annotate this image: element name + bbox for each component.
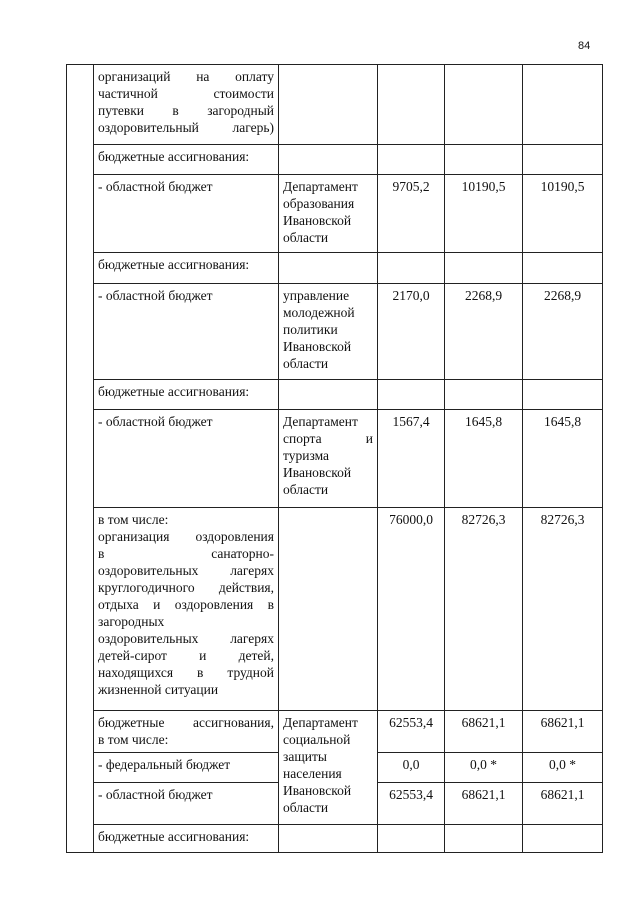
department-cell: Департамент социальной защиты населения Ивановской области bbox=[279, 711, 378, 825]
value-cell: 0,0 * bbox=[523, 753, 603, 783]
value-cell bbox=[445, 380, 523, 410]
value-cell: 62553,4 bbox=[378, 783, 445, 825]
table-row bbox=[67, 65, 603, 145]
value-cell bbox=[445, 65, 523, 145]
value-cell bbox=[378, 253, 445, 284]
value-cell: 9705,2 bbox=[378, 175, 445, 253]
value-cell: 68621,1 bbox=[523, 783, 603, 825]
value-cell: 1645,8 bbox=[523, 410, 603, 508]
row-description: бюджетные ассигнования: bbox=[94, 145, 279, 175]
row-description: - областной бюджет bbox=[94, 175, 279, 253]
value-cell: 62553,4 bbox=[378, 711, 445, 753]
budget-table bbox=[66, 64, 603, 853]
department-cell bbox=[279, 145, 378, 175]
index-cell bbox=[67, 65, 94, 853]
value-cell: 0,0 * bbox=[445, 753, 523, 783]
department-cell: Департамент образования Ивановской области bbox=[279, 175, 378, 253]
department-cell: управление молодежной политики Ивановской области bbox=[279, 284, 378, 380]
value-cell: 68621,1 bbox=[445, 783, 523, 825]
value-cell bbox=[378, 380, 445, 410]
value-cell bbox=[445, 253, 523, 284]
value-cell: 76000,0 bbox=[378, 508, 445, 711]
value-cell bbox=[378, 145, 445, 175]
value-cell: 2268,9 bbox=[445, 284, 523, 380]
page-number: 84 bbox=[578, 40, 591, 52]
value-cell bbox=[445, 145, 523, 175]
value-cell bbox=[445, 825, 523, 853]
table-row bbox=[67, 711, 603, 753]
value-cell: 82726,3 bbox=[445, 508, 523, 711]
row-description: бюджетные ассигнования: bbox=[94, 253, 279, 284]
table-row bbox=[67, 253, 603, 284]
row-description: - областной бюджет bbox=[94, 410, 279, 508]
table-row bbox=[67, 825, 603, 853]
value-cell: 1645,8 bbox=[445, 410, 523, 508]
value-cell: 0,0 bbox=[378, 753, 445, 783]
value-cell bbox=[523, 825, 603, 853]
value-cell: 1567,4 bbox=[378, 410, 445, 508]
value-cell bbox=[378, 825, 445, 853]
value-cell: 2268,9 bbox=[523, 284, 603, 380]
value-cell: 68621,1 bbox=[445, 711, 523, 753]
value-cell: 10190,5 bbox=[523, 175, 603, 253]
row-description: - областной бюджет bbox=[94, 284, 279, 380]
row-description: организаций на оплату частичной стоимости путевки в загородный оздоровительный лагерь) bbox=[94, 65, 279, 145]
row-description: бюджетные ассигнования: bbox=[94, 380, 279, 410]
row-description: в том числе: организация оздоровления в санаторно- оздоровительных лагерях круглогодичного действия, отдыха и оздоровления в загородных оздоровительных лагерях детей-сирот и детей, находящихся в трудной жизненной ситуации bbox=[94, 508, 279, 711]
value-cell bbox=[523, 145, 603, 175]
value-cell bbox=[523, 380, 603, 410]
table-row bbox=[67, 175, 603, 253]
value-cell: 68621,1 bbox=[523, 711, 603, 753]
row-description: бюджетные ассигнования, в том числе: bbox=[94, 711, 279, 753]
value-cell bbox=[523, 253, 603, 284]
row-description: бюджетные ассигнования: bbox=[94, 825, 279, 853]
value-cell bbox=[523, 65, 603, 145]
value-cell: 82726,3 bbox=[523, 508, 603, 711]
department-cell bbox=[279, 65, 378, 145]
table-row bbox=[67, 508, 603, 711]
department-cell bbox=[279, 380, 378, 410]
department-cell bbox=[279, 825, 378, 853]
table-row bbox=[67, 410, 603, 508]
table-row bbox=[67, 380, 603, 410]
table-row bbox=[67, 145, 603, 175]
department-cell bbox=[279, 508, 378, 711]
table-row bbox=[67, 284, 603, 380]
row-description: - областной бюджет bbox=[94, 783, 279, 825]
department-cell: Департамент спорта и туризма Ивановской области bbox=[279, 410, 378, 508]
department-cell bbox=[279, 253, 378, 284]
value-cell bbox=[378, 65, 445, 145]
value-cell: 10190,5 bbox=[445, 175, 523, 253]
row-description: - федеральный бюджет bbox=[94, 753, 279, 783]
value-cell: 2170,0 bbox=[378, 284, 445, 380]
